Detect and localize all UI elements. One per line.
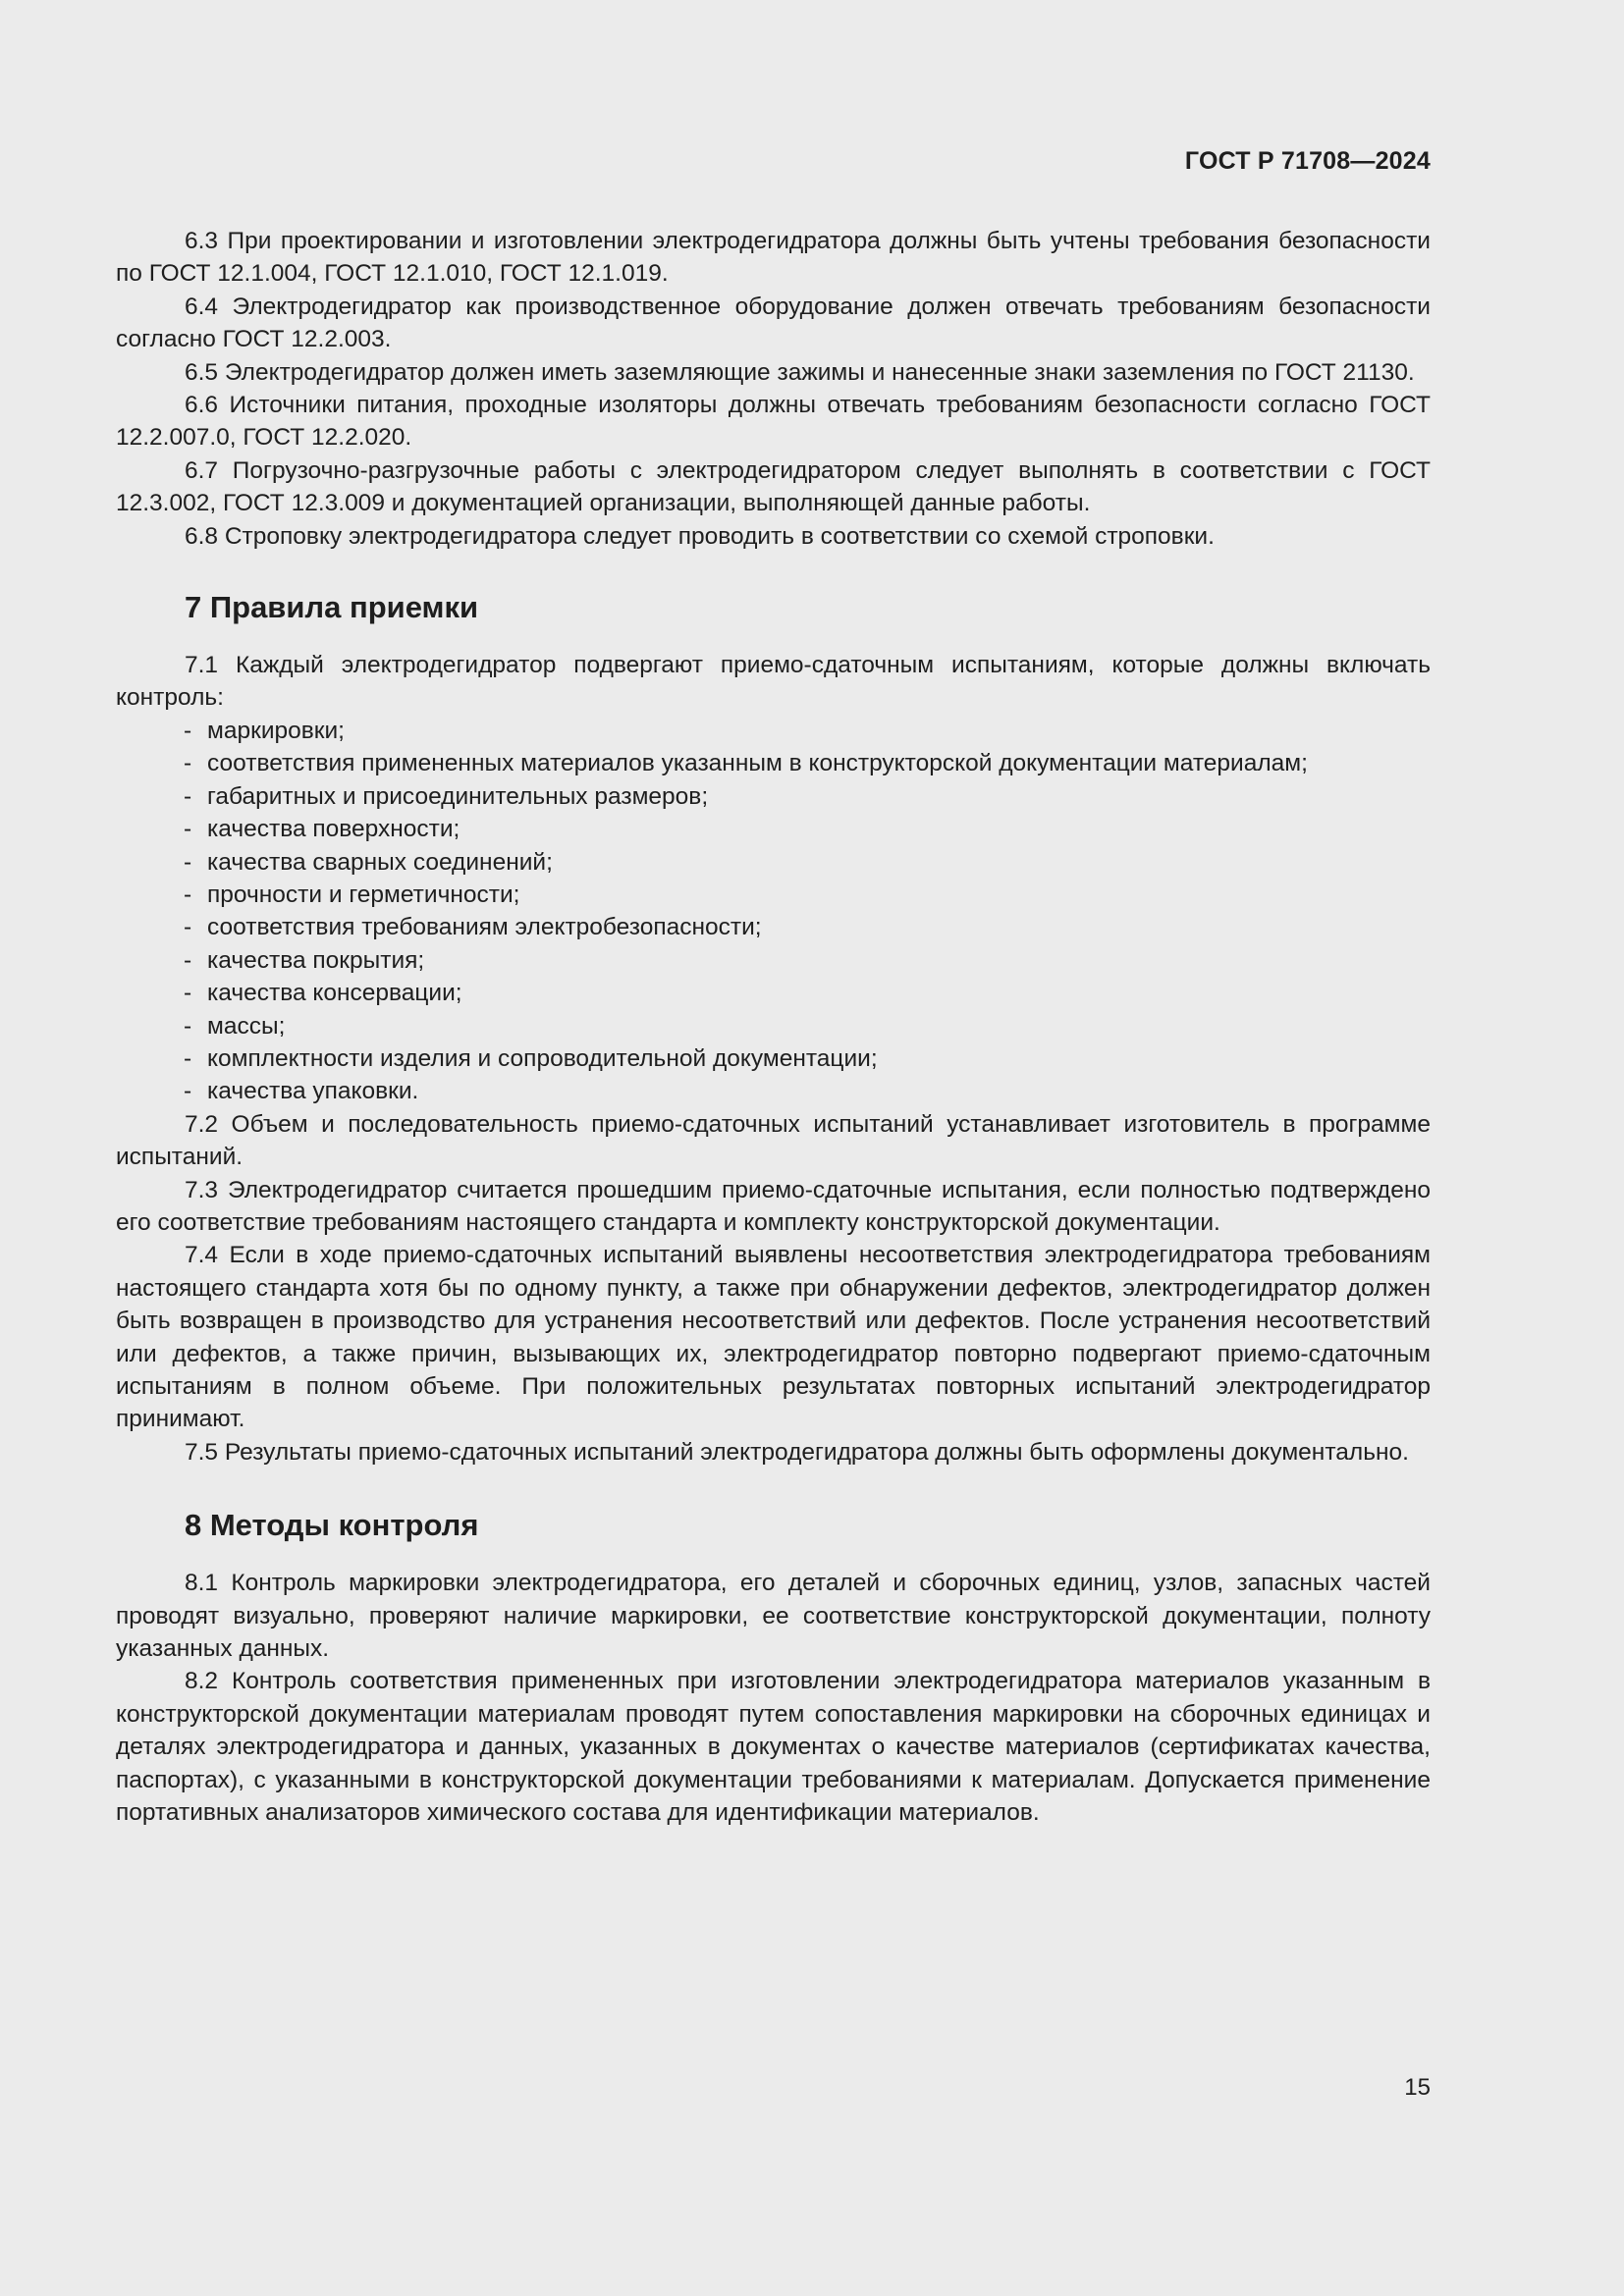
list-item [116, 715, 1431, 747]
list-dash: - [184, 946, 192, 974]
list-item-text: комплектности изделия и сопроводительной документации; [207, 1044, 878, 1072]
page-number: 15 [1404, 2074, 1431, 2101]
list-dash: - [184, 717, 192, 744]
list-dash: - [184, 816, 192, 843]
list-item [116, 911, 1431, 943]
acceptance-control-list [116, 715, 1431, 1108]
list-item [116, 1042, 1431, 1075]
document-standard-id: ГОСТ Р 71708—2024 [1184, 147, 1431, 175]
paragraph-6-5: 6.5 Электродегидратор должен иметь заземляющие зажимы и нанесенные знаки заземления по ГОСТ 21130. [185, 358, 1415, 386]
list-dash: - [184, 750, 192, 777]
paragraph-6-8: 6.8 Строповку электродегидратора следует проводить в соответствии со схемой строповки. [185, 522, 1215, 550]
list-dash: - [184, 980, 192, 1007]
section-8-heading: 8 Методы контроля [185, 1508, 479, 1543]
list-item [116, 879, 1431, 911]
paragraph-6-6: 6.6 Источники питания, проходные изоляторы должны отвечать требованиям безопасности согласно ГОСТ 12.2.007.0, ГОСТ 12.2.020. [116, 392, 1431, 452]
paragraph-8-1: 8.1 Контроль маркировки электродегидратора, его деталей и сборочных единиц, узлов, запасных частей проводят визуально, проверяют наличие маркировки, ее соответствие конструкторской документации, полноту указанных данных. [116, 1570, 1431, 1663]
list-dash: - [184, 782, 192, 810]
list-dash: - [184, 1044, 192, 1072]
list-item-text: качества поверхности; [207, 816, 460, 843]
section-7-heading: 7 Правила приемки [185, 590, 479, 625]
document-body [116, 225, 1431, 1829]
list-item-text: прочности и герметичности; [207, 881, 520, 908]
list-item [116, 780, 1431, 813]
list-item [116, 846, 1431, 879]
list-dash: - [184, 881, 192, 908]
paragraph-7-5: 7.5 Результаты приемо-сдаточных испытаний электродегидратора должны быть оформлены документально. [185, 1438, 1409, 1466]
paragraph-7-2: 7.2 Объем и последовательность приемо-сдаточных испытаний устанавливает изготовитель в программе испытаний. [116, 1110, 1431, 1171]
paragraph-6-3: 6.3 При проектировании и изготовлении электродегидратора должны быть учтены требования безопасности по ГОСТ 12.1.004, ГОСТ 12.1.010, ГОСТ 12.1.019. [116, 228, 1431, 288]
paragraph-7-4: 7.4 Если в ходе приемо-сдаточных испытаний выявлены несоответствия электродегидратора требованиям настоящего стандарта хотя бы по одному пункту, а также при обнаружении дефектов, электродегидратор должен быть возвращен в производство для устранения несоответствий или дефектов. После устранения несоответствий или дефектов, а также причин, вызывающих их, электродегидратор повторно подвергают приемо-сдаточным испытаниям в полном объеме. При положительных результатах повторных испытаний электродегидратор принимают. [116, 1242, 1431, 1433]
list-item-text: качества покрытия; [207, 946, 425, 974]
list-dash: - [184, 848, 192, 876]
list-item-text: качества консервации; [207, 980, 462, 1007]
list-dash: - [184, 914, 192, 941]
paragraph-6-4: 6.4 Электродегидратор как производственное оборудование должен отвечать требованиям безопасности согласно ГОСТ 12.2.003. [116, 293, 1431, 353]
list-item [116, 1075, 1431, 1107]
list-item [116, 977, 1431, 1009]
list-item-text: соответствия требованиям электробезопасности; [207, 914, 762, 941]
list-item [116, 813, 1431, 845]
list-item [116, 747, 1431, 779]
list-item [116, 1010, 1431, 1042]
paragraph-6-7: 6.7 Погрузочно-разгрузочные работы с электродегидратором следует выполнять в соответствии с ГОСТ 12.3.002, ГОСТ 12.3.009 и документацией организации, выполняющей данные работы. [116, 456, 1431, 517]
paragraph-8-2: 8.2 Контроль соответствия примененных при изготовлении электродегидратора материалов указанным в конструкторской документации материалам проводят путем сопоставления маркировки на сборочных единицах и деталях электродегидратора и данных, указанных в документах о качестве материалов (сертификатах качества, паспортах), с указанными в конструкторской документации требованиями к материалам. Допускается применение портативных анализаторов химического состава для идентификации материалов. [116, 1668, 1431, 1827]
paragraph-7-1: 7.1 Каждый электродегидратор подвергают приемо-сдаточным испытаниям, которые должны включать контроль: [116, 652, 1431, 712]
list-item-text: массы; [207, 1012, 286, 1040]
list-item-text: качества упаковки. [207, 1078, 419, 1105]
list-dash: - [184, 1078, 192, 1105]
list-item-text: маркировки; [207, 717, 345, 744]
list-item [116, 944, 1431, 977]
list-item-text: соответствия примененных материалов указанным в конструкторской документации материалам; [207, 750, 1308, 777]
list-item-text: габаритных и присоединительных размеров; [207, 782, 709, 810]
list-item-text: качества сварных соединений; [207, 848, 553, 876]
list-dash: - [184, 1012, 192, 1040]
paragraph-7-3: 7.3 Электродегидратор считается прошедшим приемо-сдаточные испытания, если полностью подтверждено его соответствие требованиям настоящего стандарта и комплекту конструкторской документации. [116, 1176, 1431, 1236]
